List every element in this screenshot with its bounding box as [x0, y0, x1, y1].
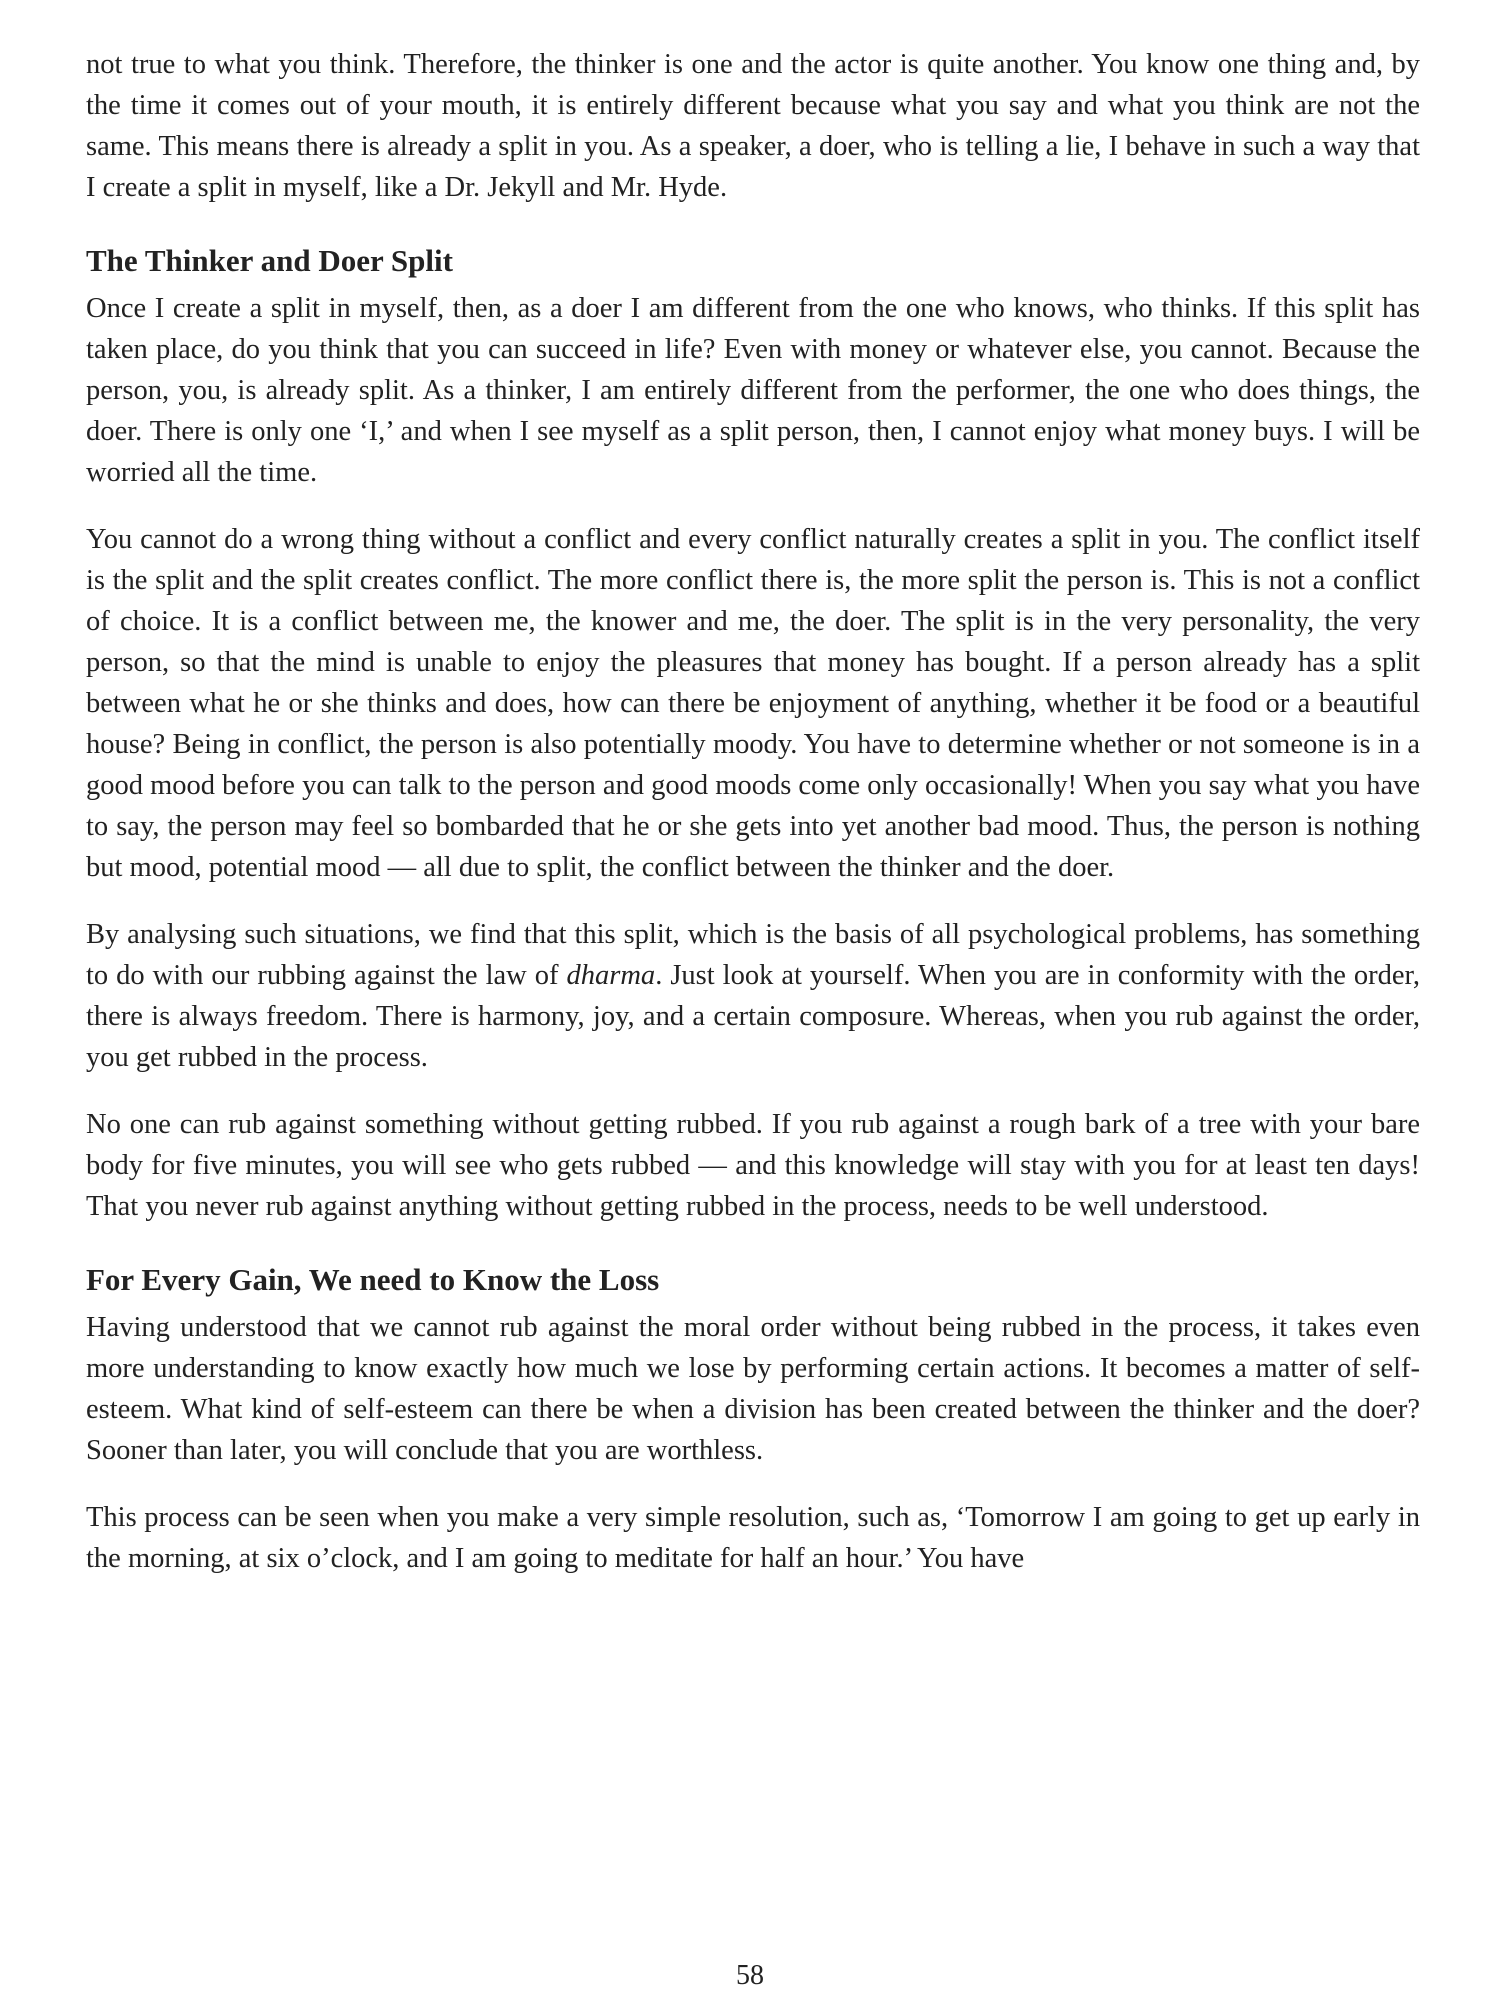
page-content — [86, 44, 1420, 1605]
paragraph-rubbing: No one can rub against something without getting rubbed. If you rub against a rough bark of a tree with your bare body for five minutes, you will see who gets rubbed — and this knowledge will stay with you for at least ten days! That you never rub against anything without getting rubbed in the process, needs to be well understood. — [86, 1109, 1420, 1222]
section-heading-gain-loss: For Every Gain, We need to Know the Loss — [86, 1262, 660, 1297]
paragraph-conflict: You cannot do a wrong thing without a conflict and every conflict naturally creates a split in you. The conflict itself is the split and the split creates conflict. The more conflict there is, the more split the person is. This is not a conflict of choice. It is a conflict between me, the knower and me, the doer. The split is in the very personality, the very person, so that the mind is unable to enjoy the pleasures that money has bought. If a person already has a split between what he or she thinks and does, how can there be enjoyment of anything, whether it be food or a beautiful house? Being in conflict, the person is also potentially moody. You have to determine whether or not someone is in a good mood before you can talk to the person and good moods come only occasionally! When you say what you have to say, the person may feel so bombarded that he or she gets into yet another bad mood. Thus, the person is nothing but mood, potential mood — all due to split, the conflict between the thinker and the doer. — [86, 524, 1420, 883]
paragraph-dharma-text-start: By analysing such situations, we find that this split, which is the basis of all psychological problems, has something to do with our rubbing against the law of — [86, 919, 1420, 991]
intro-paragraph: not true to what you think. Therefore, the thinker is one and the actor is quite another. You know one thing and, by the time it comes out of your mouth, it is entirely different because what you say and what you think are not the same. This means there is already a split in you. As a speaker, a doer, who is telling a lie, I behave in such a way that I create a split in myself, like a Dr. Jekyll and Mr. Hyde. — [86, 49, 1420, 203]
paragraph-split-in-myself: Once I create a split in myself, then, as a doer I am different from the one who knows, who thinks. If this split has taken place, do you think that you can succeed in life? Even with money or whatever else, you cannot. Because the person, you, is already split. As a thinker, I am entirely different from the performer, the one who does things, the doer. There is only one ‘I,’ and when I see myself as a split person, then, I cannot enjoy what money buys. I will be worried all the time. — [86, 293, 1420, 488]
paragraph-dharma — [86, 914, 1420, 1078]
page-number: 58 — [736, 1960, 764, 1991]
section-heading-thinker-doer-split: The Thinker and Doer Split — [86, 243, 453, 278]
paragraph-resolution: This process can be seen when you make a very simple resolution, such as, ‘Tomorrow I am going to get up early in the morning, at six o’clock, and I am going to meditate for half an hour.’ You have — [86, 1502, 1420, 1574]
paragraph-dharma-text-end: . Just look at yourself. When you are in conformity with the order, there is always freedom. There is harmony, joy, and a certain composure. Whereas, when you rub against the order, you get rubbed in the process. — [86, 960, 1420, 1073]
dharma-term: dharma — [566, 960, 656, 991]
paragraph-self-esteem: Having understood that we cannot rub against the moral order without being rubbed in the process, it takes even more understanding to know exactly how much we lose by performing certain actions. It becomes a matter of self-esteem. What kind of self-esteem can there be when a division has been created between the thinker and the doer? Sooner than later, you will conclude that you are worthless. — [86, 1312, 1420, 1466]
